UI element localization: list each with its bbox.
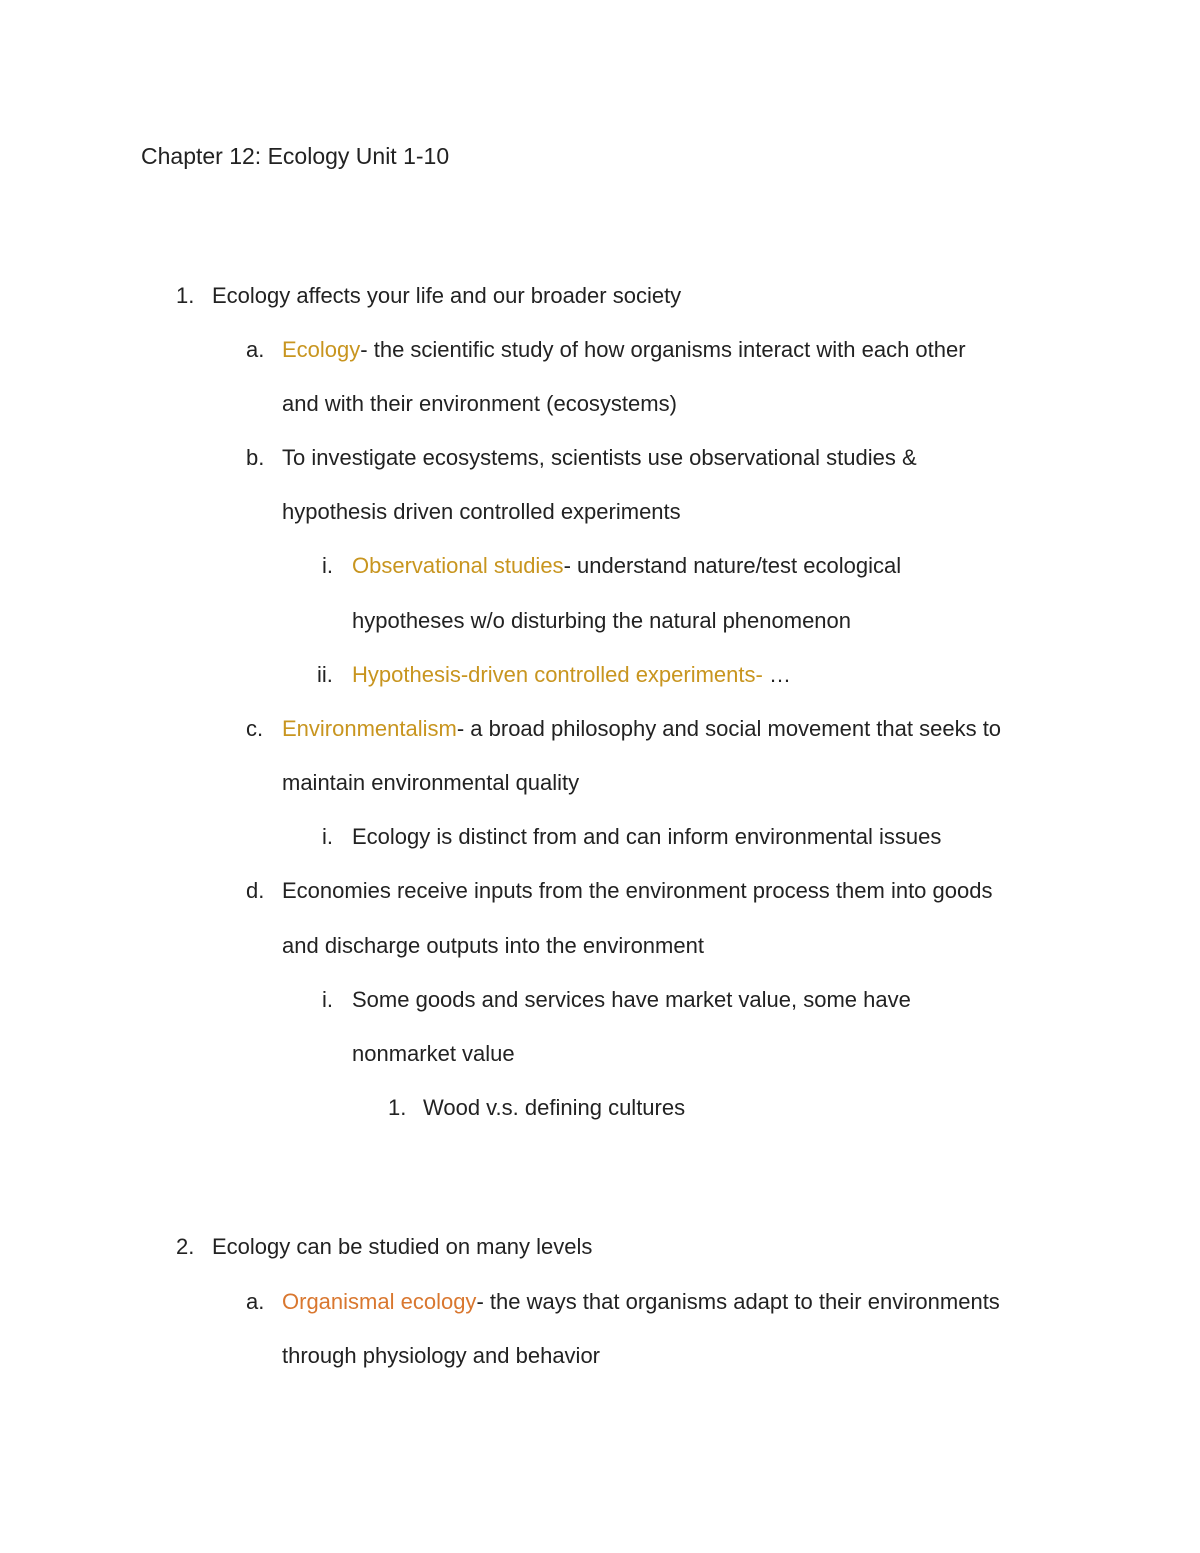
section1a-line1 <box>282 335 966 365</box>
section1a-definition: - the scientific study of how organisms interact with each other <box>360 337 966 362</box>
list-marker-1bi: i. <box>322 553 333 578</box>
section1c-line1 <box>282 714 1001 744</box>
section1ci-line: Ecology is distinct from and can inform environmental issues <box>352 824 942 849</box>
section1di-line2: nonmarket value <box>352 1041 515 1066</box>
list-marker-1b: b. <box>246 445 265 470</box>
section2-heading: Ecology can be studied on many levels <box>212 1234 593 1259</box>
section1bi-definition: - understand nature/test ecological <box>563 553 902 578</box>
term-observational-studies: Observational studies <box>352 553 564 578</box>
term-environmentalism: Environmentalism <box>282 716 457 741</box>
list-marker-1di: i. <box>322 987 333 1012</box>
section1di-line1: Some goods and services have market value, some have <box>352 987 911 1012</box>
section1a-line2: and with their environment (ecosystems) <box>282 391 677 416</box>
list-marker-1di1: 1. <box>388 1095 407 1120</box>
list-marker-2: 2. <box>176 1234 195 1259</box>
list-marker-1ci: i. <box>322 824 333 849</box>
section2a-line2: through physiology and behavior <box>282 1343 601 1368</box>
list-marker-1c: c. <box>246 716 264 741</box>
list-marker-1bii: ii. <box>317 662 333 687</box>
list-marker-1a: a. <box>246 337 265 362</box>
section1c-line2: maintain environmental quality <box>282 770 580 795</box>
list-marker-2a: a. <box>246 1289 265 1314</box>
section1bi-line1 <box>352 551 901 581</box>
section2a-line1 <box>282 1287 1000 1317</box>
section1bii-line <box>352 660 791 690</box>
document-title: Chapter 12: Ecology Unit 1-10 <box>141 143 450 169</box>
section2a-definition: - the ways that organisms adapt to their environments <box>476 1289 1000 1314</box>
list-marker-1d: d. <box>246 878 265 903</box>
section1c-definition: - a broad philosophy and social movement that seeks to <box>456 716 1002 741</box>
section1di1-line: Wood v.s. defining cultures <box>423 1095 686 1120</box>
section1b-line2: hypothesis driven controlled experiments <box>282 499 681 524</box>
term-ecology: Ecology <box>282 337 361 362</box>
section1b-line1: To investigate ecosystems, scientists use observational studies & <box>282 445 917 470</box>
section1bi-line2: hypotheses w/o disturbing the natural phenomenon <box>352 608 852 633</box>
term-organismal-ecology: Organismal ecology <box>282 1289 477 1314</box>
term-hypothesis-driven-experiments: Hypothesis-driven controlled experiments- <box>352 662 763 687</box>
section1d-line1: Economies receive inputs from the environment process them into goods <box>282 878 993 903</box>
list-marker-1: 1. <box>176 283 195 308</box>
section1d-line2: and discharge outputs into the environment <box>282 933 704 958</box>
section1-heading: Ecology affects your life and our broader society <box>212 283 682 308</box>
section1bii-ellipsis: … <box>762 662 791 687</box>
